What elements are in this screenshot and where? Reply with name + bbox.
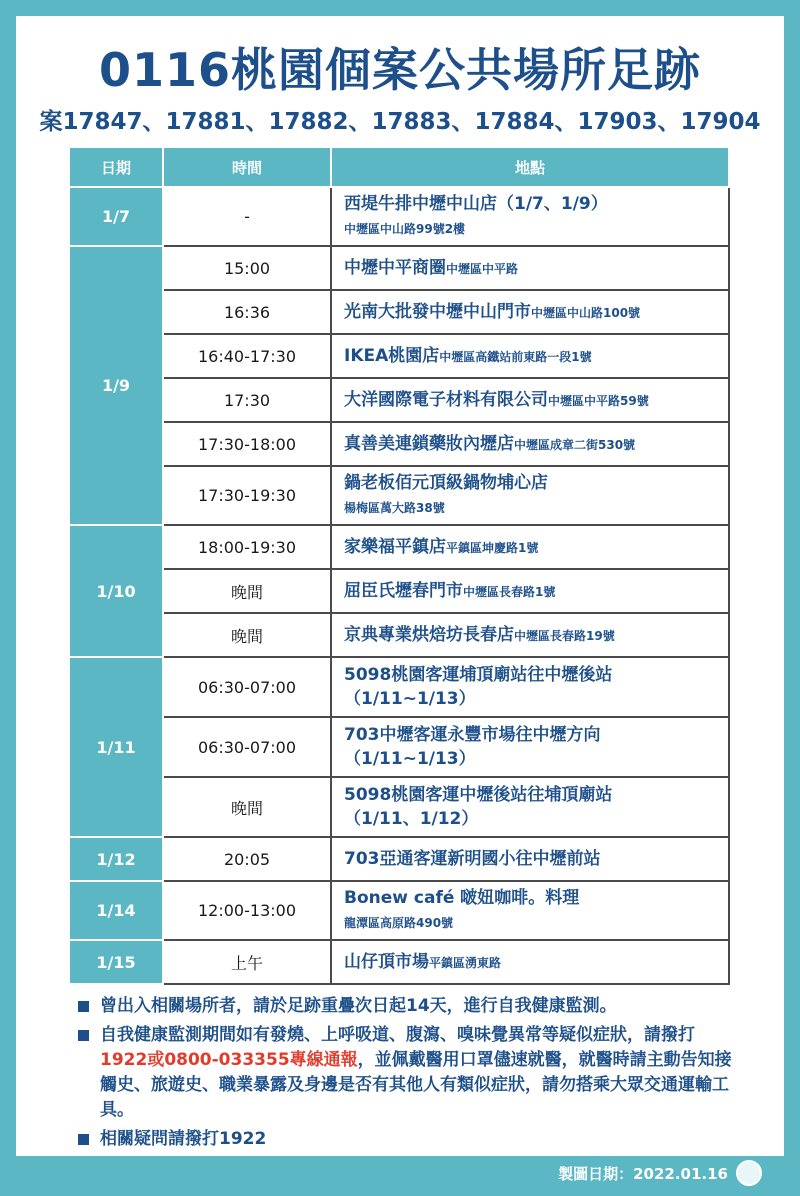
square-bullet-icon	[78, 1001, 89, 1012]
note-text: 曾出入相關場所者，請於足跡重疊次日起14天，進行自我健康監測。	[100, 996, 617, 1016]
place-date-range: （1/11、1/12）	[344, 809, 479, 829]
table-row	[69, 837, 729, 881]
place-name: 中壢中平商圈	[344, 257, 446, 278]
time-cell: 06:30-07:00	[163, 657, 331, 717]
time-cell: 18:00-19:30	[163, 525, 331, 569]
table-row	[69, 657, 729, 717]
date-cell: 1/10	[69, 525, 163, 657]
place-cell	[331, 940, 729, 984]
table-row	[69, 777, 729, 837]
footer	[558, 1160, 762, 1186]
time-cell: 20:05	[163, 837, 331, 881]
place-cell	[331, 246, 729, 290]
square-bullet-icon	[78, 1134, 89, 1145]
date-cell: 1/12	[69, 837, 163, 881]
notes	[76, 994, 736, 1156]
place-cell	[331, 334, 729, 378]
place-cell	[331, 717, 729, 777]
table-body	[69, 187, 729, 984]
note-item	[76, 1127, 736, 1152]
place-cell	[331, 837, 729, 881]
footprint-table	[68, 146, 730, 985]
date-cell: 1/15	[69, 940, 163, 984]
place-address: 中壢區長春路1號	[463, 584, 556, 599]
government-seal-icon	[736, 1160, 762, 1186]
time-cell: 16:36	[163, 290, 331, 334]
place-date-range: （1/11~1/13）	[344, 749, 476, 769]
time-cell: 06:30-07:00	[163, 717, 331, 777]
place-name: 鍋老板佰元頂級鍋物埔心店	[344, 473, 548, 493]
table-row	[69, 940, 729, 984]
place-name: 大洋國際電子材料有限公司	[344, 389, 548, 410]
page-title: 0116桃園個案公共場所足跡	[98, 43, 702, 97]
place-cell	[331, 422, 729, 466]
place-name: 真善美連鎖藥妝內壢店	[344, 433, 514, 454]
place-cell	[331, 290, 729, 334]
table-header-row	[69, 147, 729, 187]
time-cell: 上午	[163, 940, 331, 984]
place-address: 平鎮區坤慶路1號	[446, 540, 539, 555]
place-cell	[331, 613, 729, 657]
square-bullet-icon	[78, 1030, 89, 1041]
place-name: 光南大批發中壢中山門市	[344, 301, 531, 322]
note-item	[76, 1023, 736, 1123]
note-text: 自我健康監測期間如有發燒、上呼吸道、腹瀉、嗅味覺異常等疑似症狀，請撥打	[100, 1025, 695, 1045]
date-cell: 1/9	[69, 246, 163, 525]
table-row	[69, 378, 729, 422]
place-address: 中壢區中山路100號	[531, 305, 641, 320]
table-row	[69, 246, 729, 290]
table-row	[69, 525, 729, 569]
header-place: 地點	[331, 147, 729, 187]
place-name: 家樂福平鎮店	[344, 536, 446, 557]
time-cell: -	[163, 187, 331, 246]
table-row	[69, 569, 729, 613]
place-cell	[331, 378, 729, 422]
place-address: 中壢區長春路19號	[514, 628, 615, 643]
place-name: 703中壢客運永豐市場往中壢方向	[344, 725, 601, 745]
place-address: 平鎮區湧東路	[429, 955, 502, 970]
place-address: 中壢區中平路	[446, 261, 519, 276]
time-cell: 17:30	[163, 378, 331, 422]
date-cell: 1/11	[69, 657, 163, 837]
place-address: 中壢區中平路59號	[548, 393, 649, 408]
place-address: 中壢區高鐵站前東路一段1號	[439, 349, 592, 364]
place-name: 703亞通客運新明國小往中壢前站	[344, 849, 601, 869]
table-row	[69, 717, 729, 777]
place-name: 5098桃園客運中壢後站往埔頂廟站	[344, 785, 613, 805]
place-name: 5098桃園客運埔頂廟站往中壢後站	[344, 665, 613, 685]
table-row	[69, 334, 729, 378]
table-row	[69, 290, 729, 334]
time-cell: 15:00	[163, 246, 331, 290]
place-cell	[331, 466, 729, 525]
hotline-highlight: 1922或0800-033355專線通報	[100, 1050, 358, 1070]
case-numbers: 案17847、17881、17882、17883、17884、17903、17904	[39, 109, 761, 135]
time-cell: 12:00-13:00	[163, 881, 331, 940]
place-name: 京典專業烘焙坊長春店	[344, 624, 514, 645]
place-date-range: （1/11~1/13）	[344, 689, 476, 709]
time-cell: 16:40-17:30	[163, 334, 331, 378]
place-name: IKEA桃園店	[344, 345, 440, 366]
place-name: 西堤牛排中壢中山店（1/7、1/9）	[344, 194, 608, 214]
place-address: 楊梅區萬大路38號	[344, 501, 445, 515]
table-row	[69, 613, 729, 657]
date-cell: 1/7	[69, 187, 163, 246]
place-cell	[331, 657, 729, 717]
note-text: 相關疑問請撥打1922	[100, 1129, 267, 1149]
time-cell: 晚間	[163, 569, 331, 613]
note-item	[76, 994, 736, 1019]
chart-date: 製圖日期：2022.01.16	[558, 1164, 728, 1183]
place-cell	[331, 881, 729, 940]
table-row	[69, 422, 729, 466]
date-cell: 1/14	[69, 881, 163, 940]
place-cell	[331, 525, 729, 569]
time-cell: 晚間	[163, 777, 331, 837]
time-cell: 17:30-18:00	[163, 422, 331, 466]
place-address: 龍潭區高原路490號	[344, 916, 454, 930]
place-cell	[331, 187, 729, 246]
announcement-card	[16, 16, 784, 1156]
table-row	[69, 187, 729, 246]
header-time: 時間	[163, 147, 331, 187]
table-row	[69, 466, 729, 525]
note-text: ，並佩戴醫用口罩儘速就醫，就醫時請主動告知接觸史、旅遊史、職業暴露及身邊是否有其他人有類似症狀，請勿搭乘大眾交通運輸工具。	[100, 1050, 732, 1120]
place-name: Bonew café 啵妞咖啡。料理	[344, 888, 580, 908]
place-address: 中壢區中山路99號2樓	[344, 222, 466, 236]
header-date: 日期	[69, 147, 163, 187]
place-name: 屈臣氏壢春門市	[344, 580, 463, 601]
time-cell: 晚間	[163, 613, 331, 657]
table-row	[69, 881, 729, 940]
place-name: 山仔頂市場	[344, 951, 429, 972]
place-cell	[331, 569, 729, 613]
time-cell: 17:30-19:30	[163, 466, 331, 525]
place-cell	[331, 777, 729, 837]
place-address: 中壢區成章二街530號	[514, 437, 636, 452]
